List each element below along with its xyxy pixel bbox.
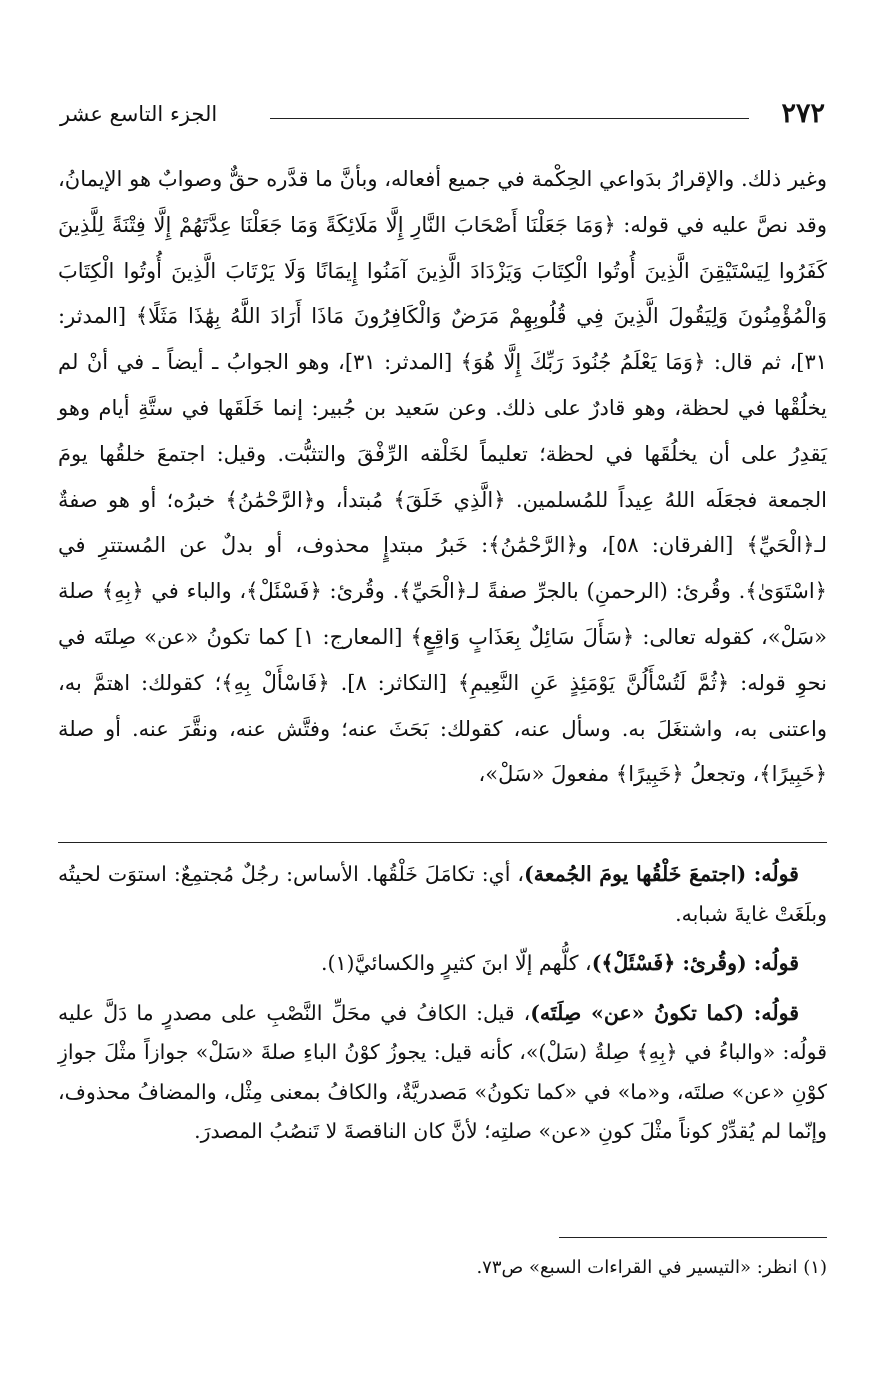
commentary-lead: قولُه: (اجتمعَ خَلْقُها يومَ الجُمعة)	[524, 862, 799, 886]
commentary	[58, 855, 827, 1162]
commentary-lead: قولُه: (كما تكونُ «عن» صِلَتَه)	[530, 1000, 799, 1025]
commentary-lead: قولُه: (وقُرئ: ﴿فَسْئَلْ﴾)	[591, 951, 799, 975]
commentary-text: ، قيل: الكافُ في محَلِّ النَّصْبِ على مصدرٍ ما دَلَّ عليه قولُه: «والباءُ في ﴿بِهِ﴾ صِلةُ (سَلْ)»، كأنه قيل: يجوزُ كوْنُ الباءِ صلةَ «سَلْ» جوازاً مثْلَ جوازِ كوْنِ «عن» صلتَه، و«ما» في «كما تكونُ» مَصدريَّةٌ، والكافُ بمعنى مِثْل، والمضافُ محذوف، وإنّما لم يُقدِّرْ كوناً مثْلَ كونِ «عن» صلتِه؛ لأنَّ كان الناقصةَ لا تَنصُبُ المصدرَ.	[58, 1000, 827, 1143]
commentary-text: ، أي: تكامَلَ خَلْقُها. الأساس: رجُلٌ مُجتمِعٌ: استوَت لحيتُه وبلَغَتْ غايةَ شبابه.	[58, 862, 827, 926]
footnote-rule	[559, 1237, 827, 1238]
main-paragraph: وغير ذلك. والإقرارُ بدَواعي الحِكْمة في جميع أفعاله، وبأنَّ ما قدَّره حقٌّ وصوابٌ هو الإيمانُ، وقد نصَّ عليه في قوله: ﴿وَمَا جَعَلْنَا أَصْحَابَ النَّارِ إِلَّا مَلَائِكَةً وَمَا جَعَلْنَا عِدَّتَهُمْ إِلَّا فِتْنَةً لِلَّذِينَ كَفَرُوا لِيَسْتَيْقِنَ الَّذِينَ أُوتُوا الْكِتَابَ وَيَزْدَادَ الَّذِينَ آمَنُوا إِيمَانًا وَلَا يَرْتَابَ الَّذِينَ أُوتُوا الْكِتَابَ وَالْمُؤْمِنُونَ وَلِيَقُولَ الَّذِينَ فِي قُلُوبِهِمْ مَرَضٌ وَالْكَافِرُونَ مَاذَا أَرَادَ اللَّهُ بِهَٰذَا مَثَلًا﴾ [المدثر: ٣١]، ثم قال: ﴿وَمَا يَعْلَمُ جُنُودَ رَبِّكَ إِلَّا هُوَ﴾ [المدثر: ٣١]، وهو الجوابُ ـ أيضاً ـ في أنْ لم يخلُقْها في لحظة، وهو قادرٌ على ذلك. وعن سَعيد بن جُبير: إنما خَلَقَها في ستَّةِ أيام وهو يَقدِرُ على أن يخلُقَها في لحظة؛ تعليماً لخَلْقه الرِّفْقَ والتثبُّت. وقيل: اجتمعَ خلقُها يومَ الجمعة فجعَلَه اللهُ عِيداً للمُسلمين. ﴿الَّذِي خَلَقَ﴾ مُبتدأ، و﴿الرَّحْمَٰنُ﴾ خبرُه؛ أو هو صفةٌ لـ﴿الْحَيِّ﴾ [الفرقان: ٥٨]، و﴿الرَّحْمَٰنُ﴾: خَبرُ مبتدإٍ محذوف، أو بدلٌ عن المُستترِ في ﴿اسْتَوَىٰ﴾. وقُرئ: (الرحمنِ) بالجرِّ صفةً لـ﴿الْحَيِّ﴾. وقُرئ: ﴿فَسْئَلْ﴾، والباء في ﴿بِهِ﴾ صلة «سَلْ»، كقوله تعالى: ﴿سَأَلَ سَائِلٌ بِعَذَابٍ وَاقِعٍ﴾ [المعارج: ١] كما تكونُ «عن» صِلتَه في نحوِ قوله: ﴿ثُمَّ لَتُسْأَلُنَّ يَوْمَئِذٍ عَنِ النَّعِيمِ﴾ [التكاثر: ٨]. ﴿فَاسْأَلْ بِهِ﴾؛ كقولك: اهتمَّ به، واعتنى به، واشتغَلَ به. وسأل عنه، كقولك: بَحَثَ عنه؛ وفتَّش عنه، ونقَّرَ عنه. أو صلة ﴿خَبِيرًا﴾، وتجعلُ ﴿خَبِيرًا﴾ مفعولَ «سَلْ»،	[58, 167, 828, 787]
commentary-paragraph	[58, 944, 827, 984]
running-title: الجزء التاسع عشر	[60, 102, 218, 126]
commentary-paragraph	[58, 855, 827, 934]
header-rule	[270, 118, 749, 119]
footnote: (١) انظر: «التيسير في القراءات السبع» ص٧٣.	[476, 1257, 827, 1278]
commentary-separator	[58, 842, 827, 843]
main-text	[58, 157, 827, 798]
commentary-paragraph	[58, 994, 827, 1152]
page-number: ٢٧٢	[781, 98, 825, 129]
commentary-text: ، كلُّهم إلّا ابنَ كثيرٍ والكسائيَّ(١).	[320, 951, 592, 975]
page-header	[60, 98, 825, 138]
